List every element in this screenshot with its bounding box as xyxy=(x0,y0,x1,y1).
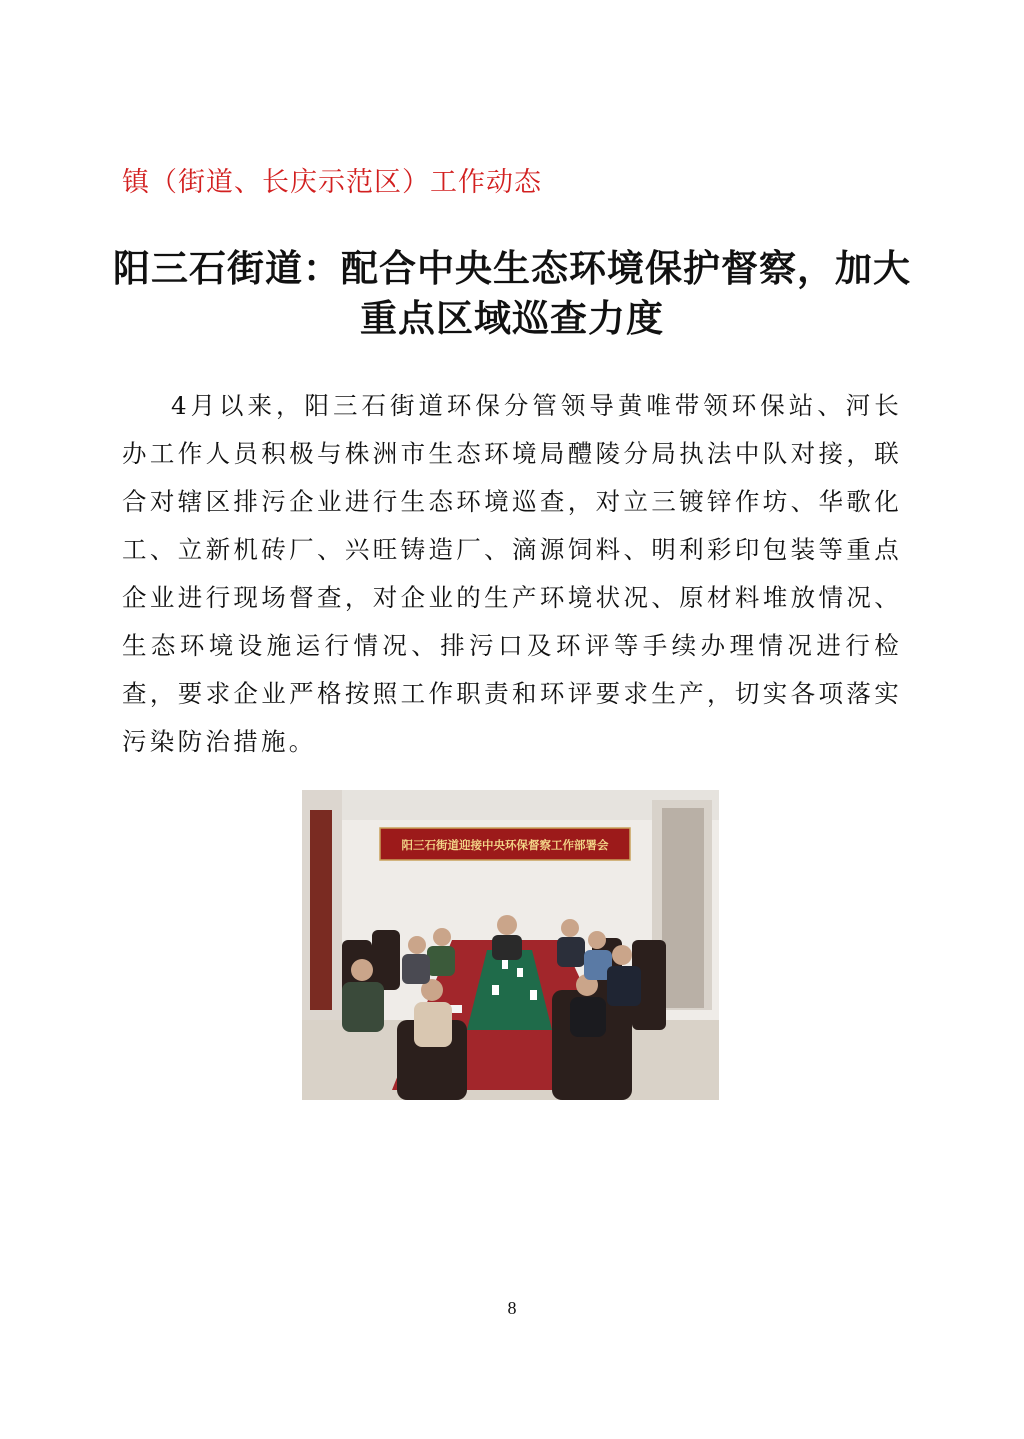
article-title-line-2: 重点区域巡查力度 xyxy=(360,296,664,340)
article-title-line-1: 阳三石街道：配合中央生态环境保护督察，加大 xyxy=(113,246,911,290)
meeting-photo xyxy=(302,790,719,1100)
meeting-banner xyxy=(380,828,630,860)
article-title xyxy=(110,243,914,343)
page-number: 8 xyxy=(507,1298,517,1318)
banner-text: 阳三石街道迎接中央环保督察工作部署会 xyxy=(401,838,609,852)
article-body: 4月以来，阳三石街道环保分管领导黄唯带领环保站、河长办工作人员积极与株洲市生态环境局醴陵分局执法中队对接，联合对辖区排污企业进行生态环境巡查，对立三镀锌作坊、华歌化工、立新机砖厂、兴旺铸造厂、滴源饲料、明利彩印包装等重点企业进行现场督查，对企业的生产环境状况、原材料堆放情况、生态环境设施运行情况、排污口及环评等手续办理情况进行检查，要求企业严格按照工作职责和环评要求生产，切实各项落实污染防治措施。 xyxy=(122,391,902,756)
section-label: 镇（街道、长庆示范区）工作动态 xyxy=(122,167,542,198)
